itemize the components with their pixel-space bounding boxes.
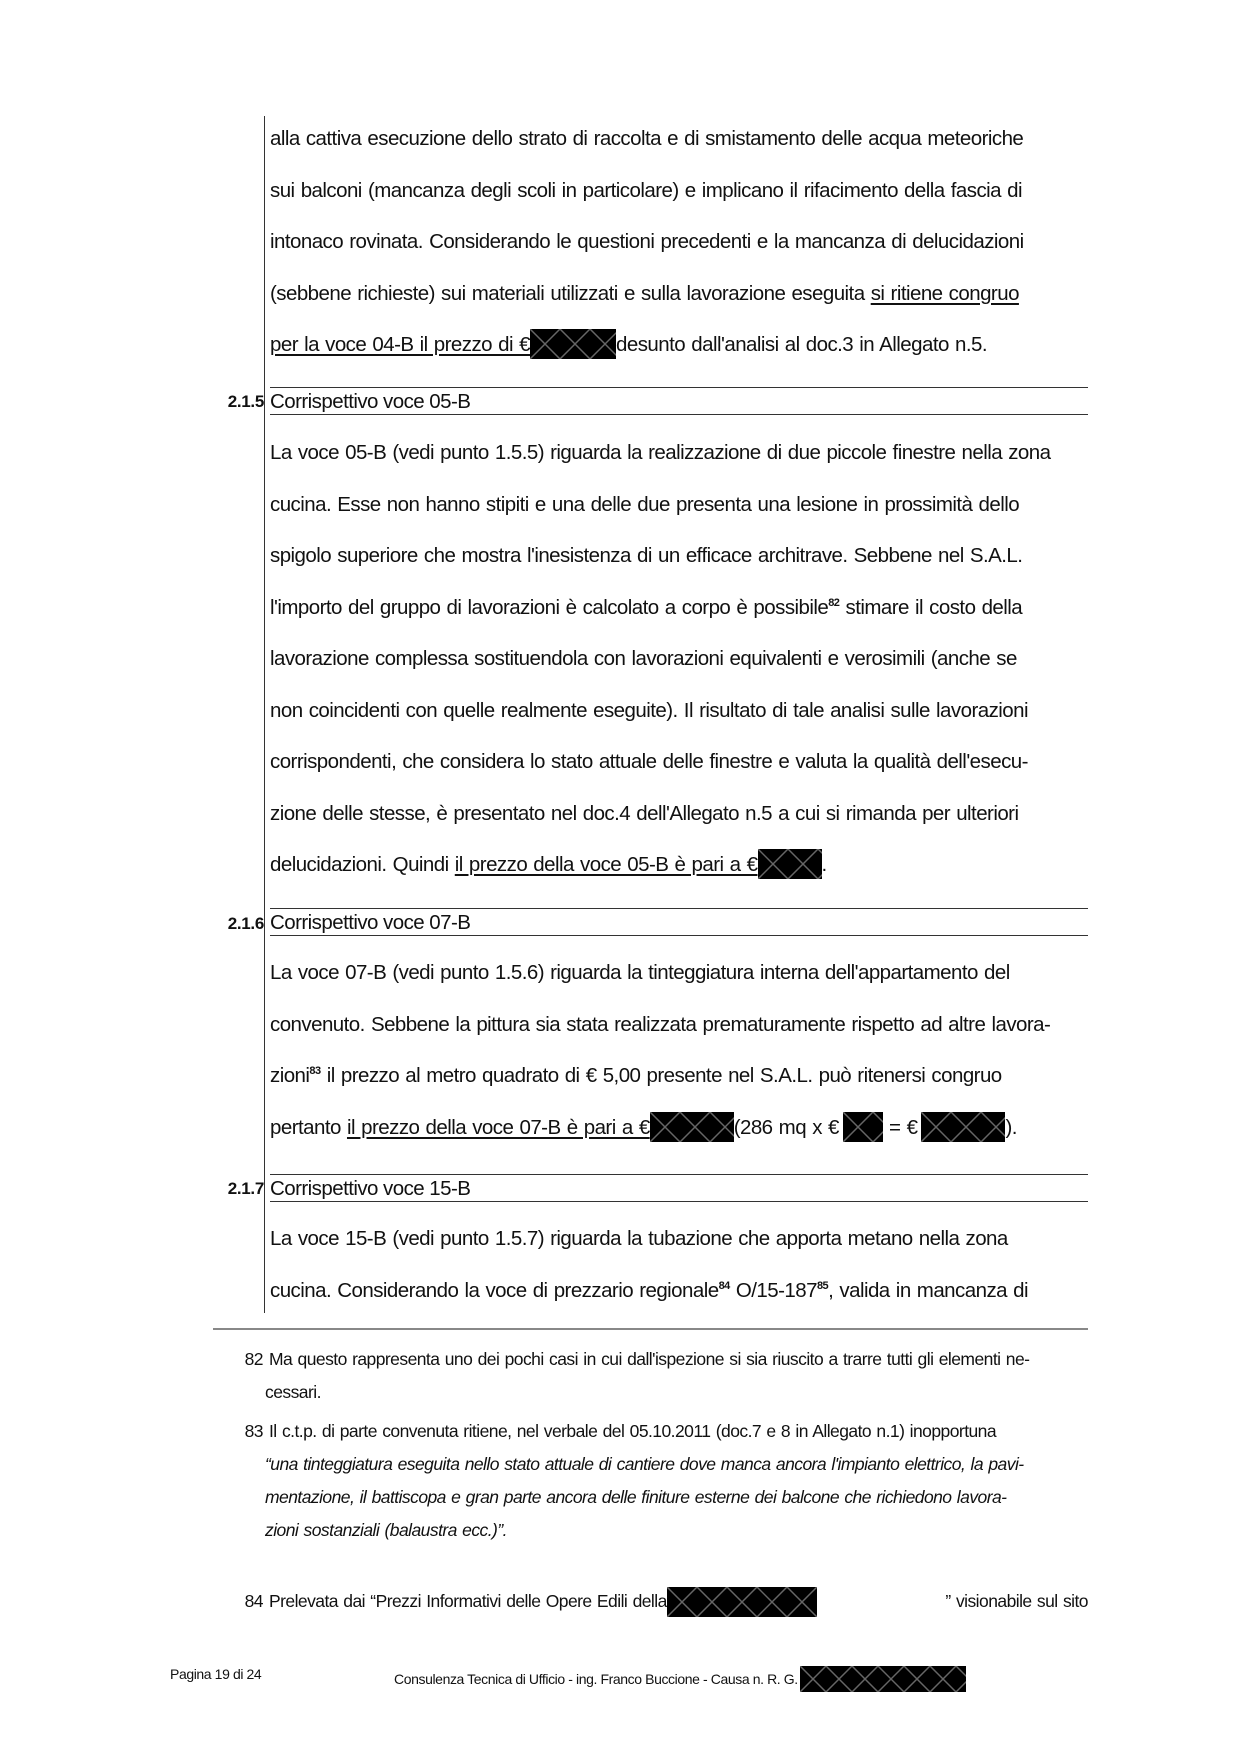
section-rule-top bbox=[270, 1174, 1088, 1175]
text-span: il prezzo al metro quadrato di € 5,00 presente nel S.A.L. può ritenersi congruo bbox=[320, 1064, 1002, 1087]
footnote-83 bbox=[232, 1415, 1088, 1547]
text-span: stimare il costo della bbox=[839, 595, 1023, 619]
footnote-ref: 83 bbox=[309, 1065, 321, 1077]
text-span: . bbox=[821, 853, 827, 876]
text-line: zione delle stesse, è presentato nel doc.4 dell'Allegato n.5 a cui si rimanda per ulteriori bbox=[270, 801, 1019, 825]
footnote-text: Ma questo rappresenta uno dei pochi casi in cui dall'ispezione si sia riuscito a trarre tutti gli elementi ne- bbox=[269, 1349, 1030, 1369]
redaction-box bbox=[758, 849, 822, 879]
underlined-text: per la voce 04-B il prezzo di € bbox=[270, 333, 531, 356]
text-span: desunto dall'analisi al doc.3 in Allegato n.5. bbox=[616, 333, 987, 356]
underlined-text: il prezzo della voce 07-B è pari a € bbox=[346, 1115, 650, 1139]
footnote-line bbox=[232, 1343, 1088, 1376]
text-line bbox=[270, 268, 1088, 320]
section-number: 2.1.5 bbox=[227, 392, 264, 411]
footnote-line: cessari. bbox=[265, 1382, 321, 1402]
text-span: = € bbox=[882, 1115, 918, 1139]
redaction-box bbox=[667, 1587, 817, 1617]
text-span: , valida in mancanza di bbox=[828, 1278, 1028, 1302]
text-line bbox=[270, 319, 1088, 371]
text-span: (286 mq x € bbox=[733, 1115, 839, 1139]
text-line: intonaco rovinata. Considerando le questioni precedenti e la mancanza di delucidazioni bbox=[270, 230, 1024, 253]
text-span: zioni bbox=[270, 1064, 310, 1087]
text-span: pertanto bbox=[270, 1115, 347, 1139]
section-number: 2.1.6 bbox=[227, 914, 264, 933]
paragraph-07b bbox=[270, 947, 1088, 1153]
text-span: delucidazioni. Quindi bbox=[270, 853, 455, 876]
footer-text: Consulenza Tecnica di Ufficio - ing. Franco Buccione - Causa n. R. G. bbox=[394, 1671, 798, 1687]
section-rule-bottom bbox=[270, 1201, 1088, 1202]
footnote-line: zioni sostanziali (balaustra ecc.)”. bbox=[265, 1520, 507, 1540]
footnote-ref: 85 bbox=[816, 1279, 829, 1292]
section-rule-top bbox=[270, 387, 1088, 388]
section-rule-bottom bbox=[270, 935, 1088, 936]
underlined-text: il prezzo della voce 05-B è pari a € bbox=[454, 853, 758, 876]
footnote-ref: 84 bbox=[718, 1279, 730, 1292]
text-line: lavorazione complessa sostituendola con lavorazioni equivalenti e verosimili (anche se bbox=[270, 647, 1017, 670]
underlined-text: si ritiene congruo bbox=[870, 281, 1019, 305]
text-line: La voce 15-B (vedi punto 1.5.7) riguarda la tubazione che apporta metano nella zona bbox=[270, 1227, 1008, 1250]
text-line: sui balconi (mancanza degli scoli in particolare) e implicano il rifacimento della fascia di bbox=[270, 178, 1023, 202]
section-rule-top bbox=[270, 908, 1088, 909]
text-span: l'importo del gruppo di lavorazioni è calcolato a corpo è possibile bbox=[270, 595, 829, 619]
page-number: Pagina 19 di 24 bbox=[170, 1666, 262, 1682]
footnote-separator bbox=[213, 1328, 1088, 1330]
footnote-text: ” visionabile sul sito bbox=[945, 1591, 1088, 1611]
redaction-box bbox=[650, 1112, 734, 1142]
footnote-number: 83 bbox=[244, 1421, 263, 1441]
text-line bbox=[270, 582, 1088, 634]
redaction-box bbox=[921, 1112, 1005, 1142]
text-line: spigolo superiore che mostra l'inesistenza di un efficace architrave. Sebbene nel S.A.L. bbox=[270, 544, 1023, 567]
paragraph-05b bbox=[270, 427, 1088, 891]
text-line bbox=[270, 1050, 1088, 1102]
text-line: non coincidenti con quelle realmente eseguite). Il risultato di tale analisi sulle lavorazioni bbox=[270, 698, 1028, 722]
footnote-84 bbox=[232, 1585, 1088, 1618]
text-line: alla cattiva esecuzione dello strato di raccolta e di smistamento delle acqua meteoriche bbox=[270, 127, 1024, 150]
text-line: corrispondenti, che considera lo stato attuale delle finestre e valuta la qualità dell'esecu- bbox=[270, 750, 1028, 773]
section-title: Corrispettivo voce 15-B bbox=[270, 1177, 471, 1200]
paragraph-15b bbox=[270, 1213, 1088, 1316]
text-span: ). bbox=[1005, 1115, 1017, 1139]
footnote-number: 84 bbox=[244, 1591, 263, 1611]
footnote-number: 82 bbox=[244, 1349, 263, 1369]
text-span: cucina. Considerando la voce di prezzario regionale bbox=[270, 1278, 719, 1302]
left-margin-rule bbox=[264, 116, 265, 1313]
section-title: Corrispettivo voce 05-B bbox=[270, 390, 471, 413]
footnote-line: “una tinteggiatura eseguita nello stato attuale di cantiere dove manca ancora l'impianto elettrico, la pavi- bbox=[265, 1454, 1024, 1474]
footnote-line bbox=[232, 1585, 1088, 1618]
section-title: Corrispettivo voce 07-B bbox=[270, 911, 471, 934]
text-line: La voce 07-B (vedi punto 1.5.6) riguarda la tinteggiatura interna dell'appartamento del bbox=[270, 961, 1010, 984]
footnote-line bbox=[232, 1415, 1088, 1448]
paragraph-04b bbox=[270, 113, 1088, 371]
text-line bbox=[270, 1265, 1088, 1317]
text-span: (sebbene richieste) sui materiali utilizzati e sulla lavorazione eseguita bbox=[270, 281, 871, 305]
footer-center bbox=[394, 1666, 966, 1692]
redaction-box bbox=[800, 1666, 966, 1692]
text-line: La voce 05-B (vedi punto 1.5.5) riguarda la realizzazione di due piccole finestre nella zona bbox=[270, 441, 1051, 464]
redaction-box bbox=[530, 329, 616, 359]
section-rule-bottom bbox=[270, 414, 1088, 415]
footnote-ref: 82 bbox=[828, 596, 840, 609]
text-line bbox=[270, 1102, 1088, 1154]
text-line: cucina. Esse non hanno stipiti e una delle due presenta una lesione in prossimità dello bbox=[270, 492, 1020, 516]
text-line bbox=[270, 839, 1088, 891]
footnote-82 bbox=[232, 1343, 1088, 1409]
footnote-line: mentazione, il battiscopa e gran parte ancora delle finiture esterne dei balcone che richiedono lavora- bbox=[265, 1487, 1007, 1507]
footnote-text: Il c.t.p. di parte convenuta ritiene, nel verbale del 05.10.2011 (doc.7 e 8 in Allegato n.1) inopportuna bbox=[269, 1421, 997, 1441]
redaction-box bbox=[843, 1112, 883, 1142]
text-line: convenuto. Sebbene la pittura sia stata realizzata prematuramente rispetto ad altre lavora- bbox=[270, 1012, 1051, 1036]
footnote-text: Prelevata dai “Prezzi Informativi delle Opere Edili della bbox=[269, 1591, 667, 1611]
text-span: O/15-187 bbox=[729, 1278, 817, 1302]
section-number: 2.1.7 bbox=[227, 1179, 264, 1198]
